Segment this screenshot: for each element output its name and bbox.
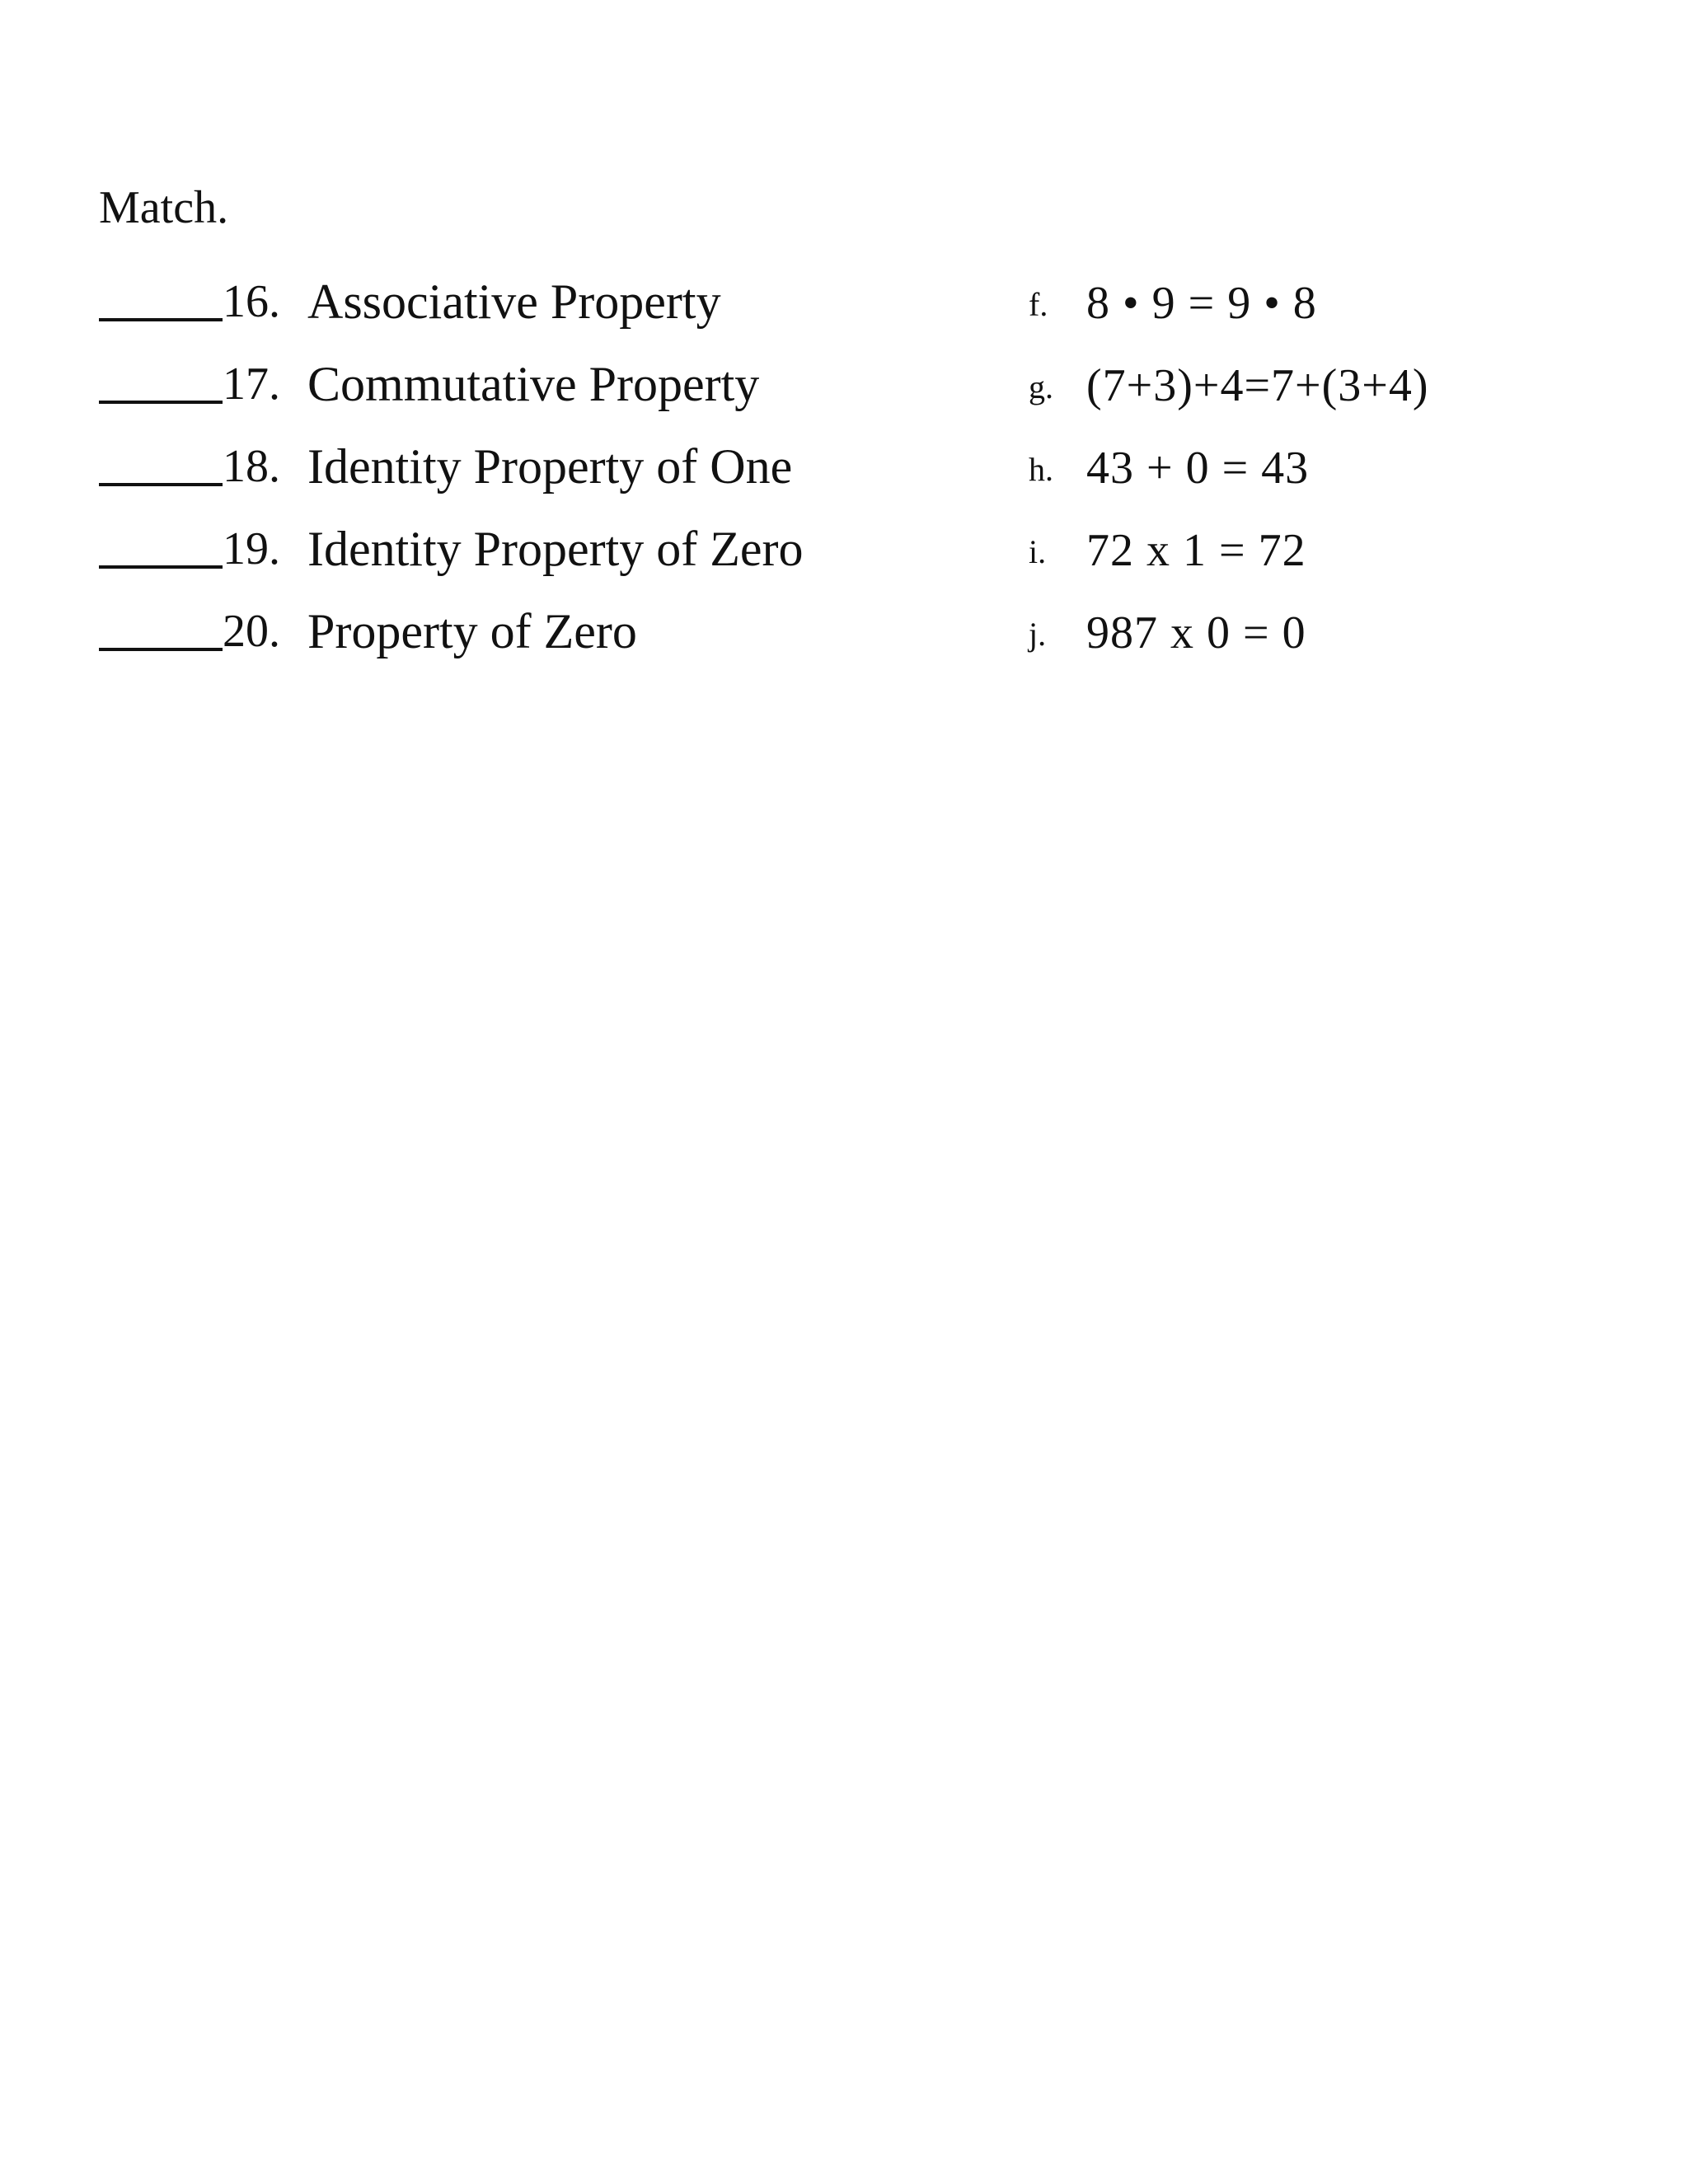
choice-letter: i. [1029,533,1047,570]
choice-expression: 8 • 9 = 9 • 8 [1086,278,1317,329]
choice-letter: j. [1029,616,1047,653]
term-label: Associative Property [307,274,721,329]
choice-letter: g. [1029,368,1053,405]
term-label: Identity Property of One [307,439,793,494]
choice-item [1029,422,1622,504]
term-item [99,587,973,669]
term-item [99,340,973,422]
answer-blank[interactable] [99,565,223,569]
choice-letter: f. [1029,286,1048,323]
item-number: 20. [223,606,280,657]
answer-blank[interactable] [99,648,223,651]
choices-list [1029,257,1622,669]
term-label: Commutative Property [307,357,760,411]
choice-expression: 72 x 1 = 72 [1086,525,1306,576]
choice-expression: (7+3)+4=7+(3+4) [1086,360,1429,411]
choice-item [1029,587,1622,669]
term-item [99,504,973,587]
choice-expression: 43 + 0 = 43 [1086,443,1310,494]
item-number: 17. [223,359,280,410]
term-item [99,422,973,504]
choice-expression: 987 x 0 = 0 [1086,607,1306,658]
item-number: 16. [223,276,280,327]
choice-item [1029,257,1622,340]
answer-blank[interactable] [99,318,223,321]
term-item [99,257,973,340]
item-number: 19. [223,523,280,574]
term-label: Identity Property of Zero [307,522,804,576]
answer-blank[interactable] [99,401,223,404]
answer-blank[interactable] [99,483,223,486]
term-label: Property of Zero [307,604,637,658]
choice-item [1029,340,1622,422]
item-number: 18. [223,441,280,492]
terms-list [99,257,973,669]
choice-letter: h. [1029,451,1053,488]
choice-item [1029,504,1622,587]
instruction-text: Match. [99,182,229,233]
